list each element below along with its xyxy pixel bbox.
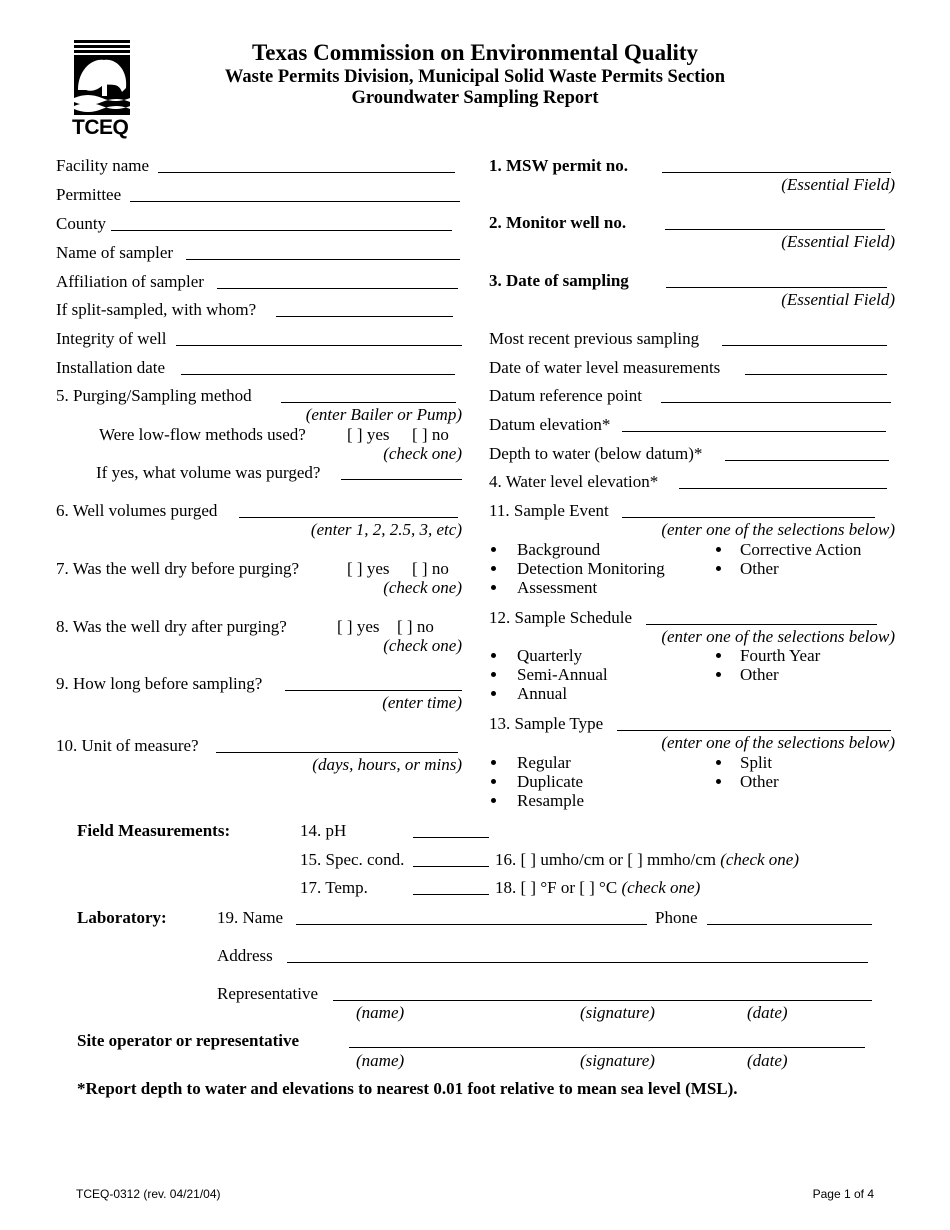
lab-phone-label: Phone <box>655 908 698 927</box>
q15-spec-cond-field[interactable] <box>413 866 489 867</box>
lab-address-field[interactable] <box>287 962 868 963</box>
q17-temp-field[interactable] <box>413 894 489 895</box>
report-title: Groundwater Sampling Report <box>351 88 599 108</box>
datum-elevation-label: Datum elevation* <box>489 415 611 434</box>
q18-units-text: 18. [ ] °F or [ ] °C <box>495 878 618 897</box>
datum-reference-field[interactable] <box>661 402 891 403</box>
site-operator-field[interactable] <box>349 1047 865 1048</box>
q12-hint: (enter one of the selections below) <box>661 627 895 646</box>
sampler-name-field[interactable] <box>186 259 460 260</box>
q7-yes-checkbox[interactable]: [ ] yes <box>347 559 390 578</box>
installation-date-label: Installation date <box>56 358 166 377</box>
q11-option: Other <box>740 559 779 578</box>
q16-units-checkbox[interactable] <box>495 850 799 870</box>
split-sampled-label: If split-sampled, with whom? <box>56 300 257 319</box>
recent-sampling-field[interactable] <box>722 345 887 346</box>
facility-name-field[interactable] <box>158 172 455 173</box>
q18-temp-unit-checkbox[interactable] <box>495 878 700 898</box>
q6-well-volumes-label: 6. Well volumes purged <box>56 501 218 520</box>
q10-hint: (days, hours, or mins) <box>312 755 462 774</box>
q7-no-checkbox[interactable]: [ ] no <box>412 559 449 578</box>
bullet <box>491 672 496 677</box>
bullet <box>716 566 721 571</box>
q12-option: Other <box>740 665 779 684</box>
q6-well-volumes-field[interactable] <box>239 517 458 518</box>
q12-sample-schedule-field[interactable] <box>646 624 877 625</box>
q13-hint: (enter one of the selections below) <box>661 733 895 752</box>
permittee-label: Permittee <box>56 185 122 204</box>
well-integrity-field[interactable] <box>176 345 462 346</box>
installation-date-field[interactable] <box>181 374 455 375</box>
facility-name-label: Facility name <box>56 156 150 175</box>
lowflow-question: Were low-flow methods used? <box>99 425 306 444</box>
q8-dry-after-label: 8. Was the well dry after purging? <box>56 617 287 636</box>
depth-to-water-field[interactable] <box>725 460 889 461</box>
q16-units-text: 16. [ ] umho/cm or [ ] mmho/cm <box>495 850 716 869</box>
sampler-affiliation-label: Affiliation of sampler <box>56 272 204 291</box>
well-integrity-label: Integrity of well <box>56 329 167 348</box>
q12-option: Quarterly <box>517 646 583 665</box>
bullet <box>491 779 496 784</box>
depth-to-water-label: Depth to water (below datum)* <box>489 444 703 463</box>
q9-how-long-field[interactable] <box>285 690 462 691</box>
q11-option: Detection Monitoring <box>517 559 665 578</box>
county-label: County <box>56 214 107 233</box>
q13-option: Regular <box>517 753 571 772</box>
q11-option: Corrective Action <box>740 540 862 559</box>
q19-lab-name-field[interactable] <box>296 924 647 925</box>
logo-text: TCEQ <box>72 116 129 139</box>
permittee-field[interactable] <box>130 201 460 202</box>
q12-option: Annual <box>517 684 568 703</box>
lowflow-check-hint: (check one) <box>383 444 462 463</box>
site-date-hint: (date) <box>747 1051 788 1070</box>
lowflow-yes-checkbox[interactable]: [ ] yes <box>347 425 390 444</box>
q2-essential: (Essential Field) <box>781 232 895 251</box>
q7-check-hint: (check one) <box>383 578 462 597</box>
q3-date-field[interactable] <box>666 287 887 288</box>
q11-option: Background <box>517 540 601 559</box>
lab-address-label: Address <box>217 946 273 965</box>
q1-permit-field[interactable] <box>662 172 891 173</box>
site-name-hint: (name) <box>356 1051 405 1070</box>
q3-essential: (Essential Field) <box>781 290 895 309</box>
q8-no-checkbox[interactable]: [ ] no <box>397 617 434 636</box>
q8-check-hint: (check one) <box>383 636 462 655</box>
q5-purging-method-label: 5. Purging/Sampling method <box>56 386 252 405</box>
site-signature-hint: (signature) <box>580 1051 655 1070</box>
q2-well-label: 2. Monitor well no. <box>489 213 627 232</box>
q13-sample-type-field[interactable] <box>617 730 891 731</box>
q1-essential: (Essential Field) <box>781 175 895 194</box>
elevation-note: *Report depth to water and elevations to nearest 0.01 foot relative to mean sea level (MSL). <box>77 1079 738 1098</box>
bullet <box>491 760 496 765</box>
volume-purged-label: If yes, what volume was purged? <box>96 463 321 482</box>
recent-sampling-label: Most recent previous sampling <box>489 329 700 348</box>
lab-phone-field[interactable] <box>707 924 872 925</box>
q10-unit-label: 10. Unit of measure? <box>56 736 199 755</box>
sampler-affiliation-field[interactable] <box>217 288 458 289</box>
q14-ph-label: 14. pH <box>300 821 347 840</box>
lab-rep-name-hint: (name) <box>356 1003 405 1022</box>
bullet <box>491 566 496 571</box>
q1-permit-label: 1. MSW permit no. <box>489 156 628 175</box>
q12-option: Semi-Annual <box>517 665 608 684</box>
q14-ph-field[interactable] <box>413 837 489 838</box>
q11-sample-event-label: 11. Sample Event <box>489 501 609 520</box>
q9-how-long-label: 9. How long before sampling? <box>56 674 263 693</box>
q4-water-level-field[interactable] <box>679 488 887 489</box>
q7-dry-before-label: 7. Was the well dry before purging? <box>56 559 300 578</box>
bullet <box>491 547 496 552</box>
q5-hint: (enter Bailer or Pump) <box>305 405 462 424</box>
sampler-name-label: Name of sampler <box>56 243 174 262</box>
q12-option: Fourth Year <box>740 646 821 665</box>
volume-purged-field[interactable] <box>341 479 462 480</box>
q11-sample-event-field[interactable] <box>622 517 875 518</box>
q10-unit-field[interactable] <box>216 752 458 753</box>
q6-hint: (enter 1, 2, 2.5, 3, etc) <box>310 520 462 539</box>
bullet <box>716 653 721 658</box>
lab-representative-field[interactable] <box>333 1000 872 1001</box>
lowflow-no-checkbox[interactable]: [ ] no <box>412 425 449 444</box>
bullet <box>716 760 721 765</box>
q18-check-hint: (check one) <box>621 878 701 897</box>
agency-title: Texas Commission on Environmental Quality <box>251 40 699 65</box>
q11-hint: (enter one of the selections below) <box>661 520 895 539</box>
q13-option: Split <box>740 753 773 772</box>
q4-water-level-label: 4. Water level elevation* <box>489 472 659 491</box>
q9-hint: (enter time) <box>382 693 462 712</box>
q13-option: Duplicate <box>517 772 584 791</box>
water-level-date-field[interactable] <box>745 374 887 375</box>
bullet <box>491 691 496 696</box>
q15-spec-cond-label: 15. Spec. cond. <box>300 850 405 869</box>
field-measurements-heading: Field Measurements: <box>77 821 231 840</box>
q13-option: Other <box>740 772 779 791</box>
q11-option: Assessment <box>517 578 598 597</box>
bullet <box>716 672 721 677</box>
bullet <box>491 585 496 590</box>
q12-sample-schedule-label: 12. Sample Schedule <box>489 608 633 627</box>
split-sampled-field[interactable] <box>276 316 453 317</box>
datum-elevation-field[interactable] <box>622 431 886 432</box>
division-subtitle: Waste Permits Division, Municipal Solid Waste Permits Section <box>224 67 726 87</box>
q16-check-hint: (check one) <box>720 850 800 869</box>
bullet <box>491 653 496 658</box>
laboratory-heading: Laboratory: <box>77 908 167 927</box>
lab-representative-label: Representative <box>217 984 319 1003</box>
water-level-date-label: Date of water level measurements <box>489 358 721 377</box>
q3-date-label: 3. Date of sampling <box>489 271 629 290</box>
q13-option: Resample <box>517 791 585 810</box>
q8-yes-checkbox[interactable]: [ ] yes <box>337 617 380 636</box>
lab-rep-date-hint: (date) <box>747 1003 788 1022</box>
site-operator-label: Site operator or representative <box>77 1031 300 1050</box>
q17-temp-label: 17. Temp. <box>300 878 368 897</box>
q13-sample-type-label: 13. Sample Type <box>489 714 604 733</box>
bullet <box>716 779 721 784</box>
datum-reference-label: Datum reference point <box>489 386 642 405</box>
form-number: TCEQ-0312 (rev. 04/21/04) <box>76 1187 221 1201</box>
page-number: Page 1 of 4 <box>812 1187 874 1201</box>
q5-purging-method-field[interactable] <box>281 402 456 403</box>
bullet <box>491 798 496 803</box>
county-field[interactable] <box>111 230 452 231</box>
bullet <box>716 547 721 552</box>
lab-rep-signature-hint: (signature) <box>580 1003 655 1022</box>
q2-well-field[interactable] <box>665 229 885 230</box>
q19-lab-name-label: 19. Name <box>217 908 284 927</box>
